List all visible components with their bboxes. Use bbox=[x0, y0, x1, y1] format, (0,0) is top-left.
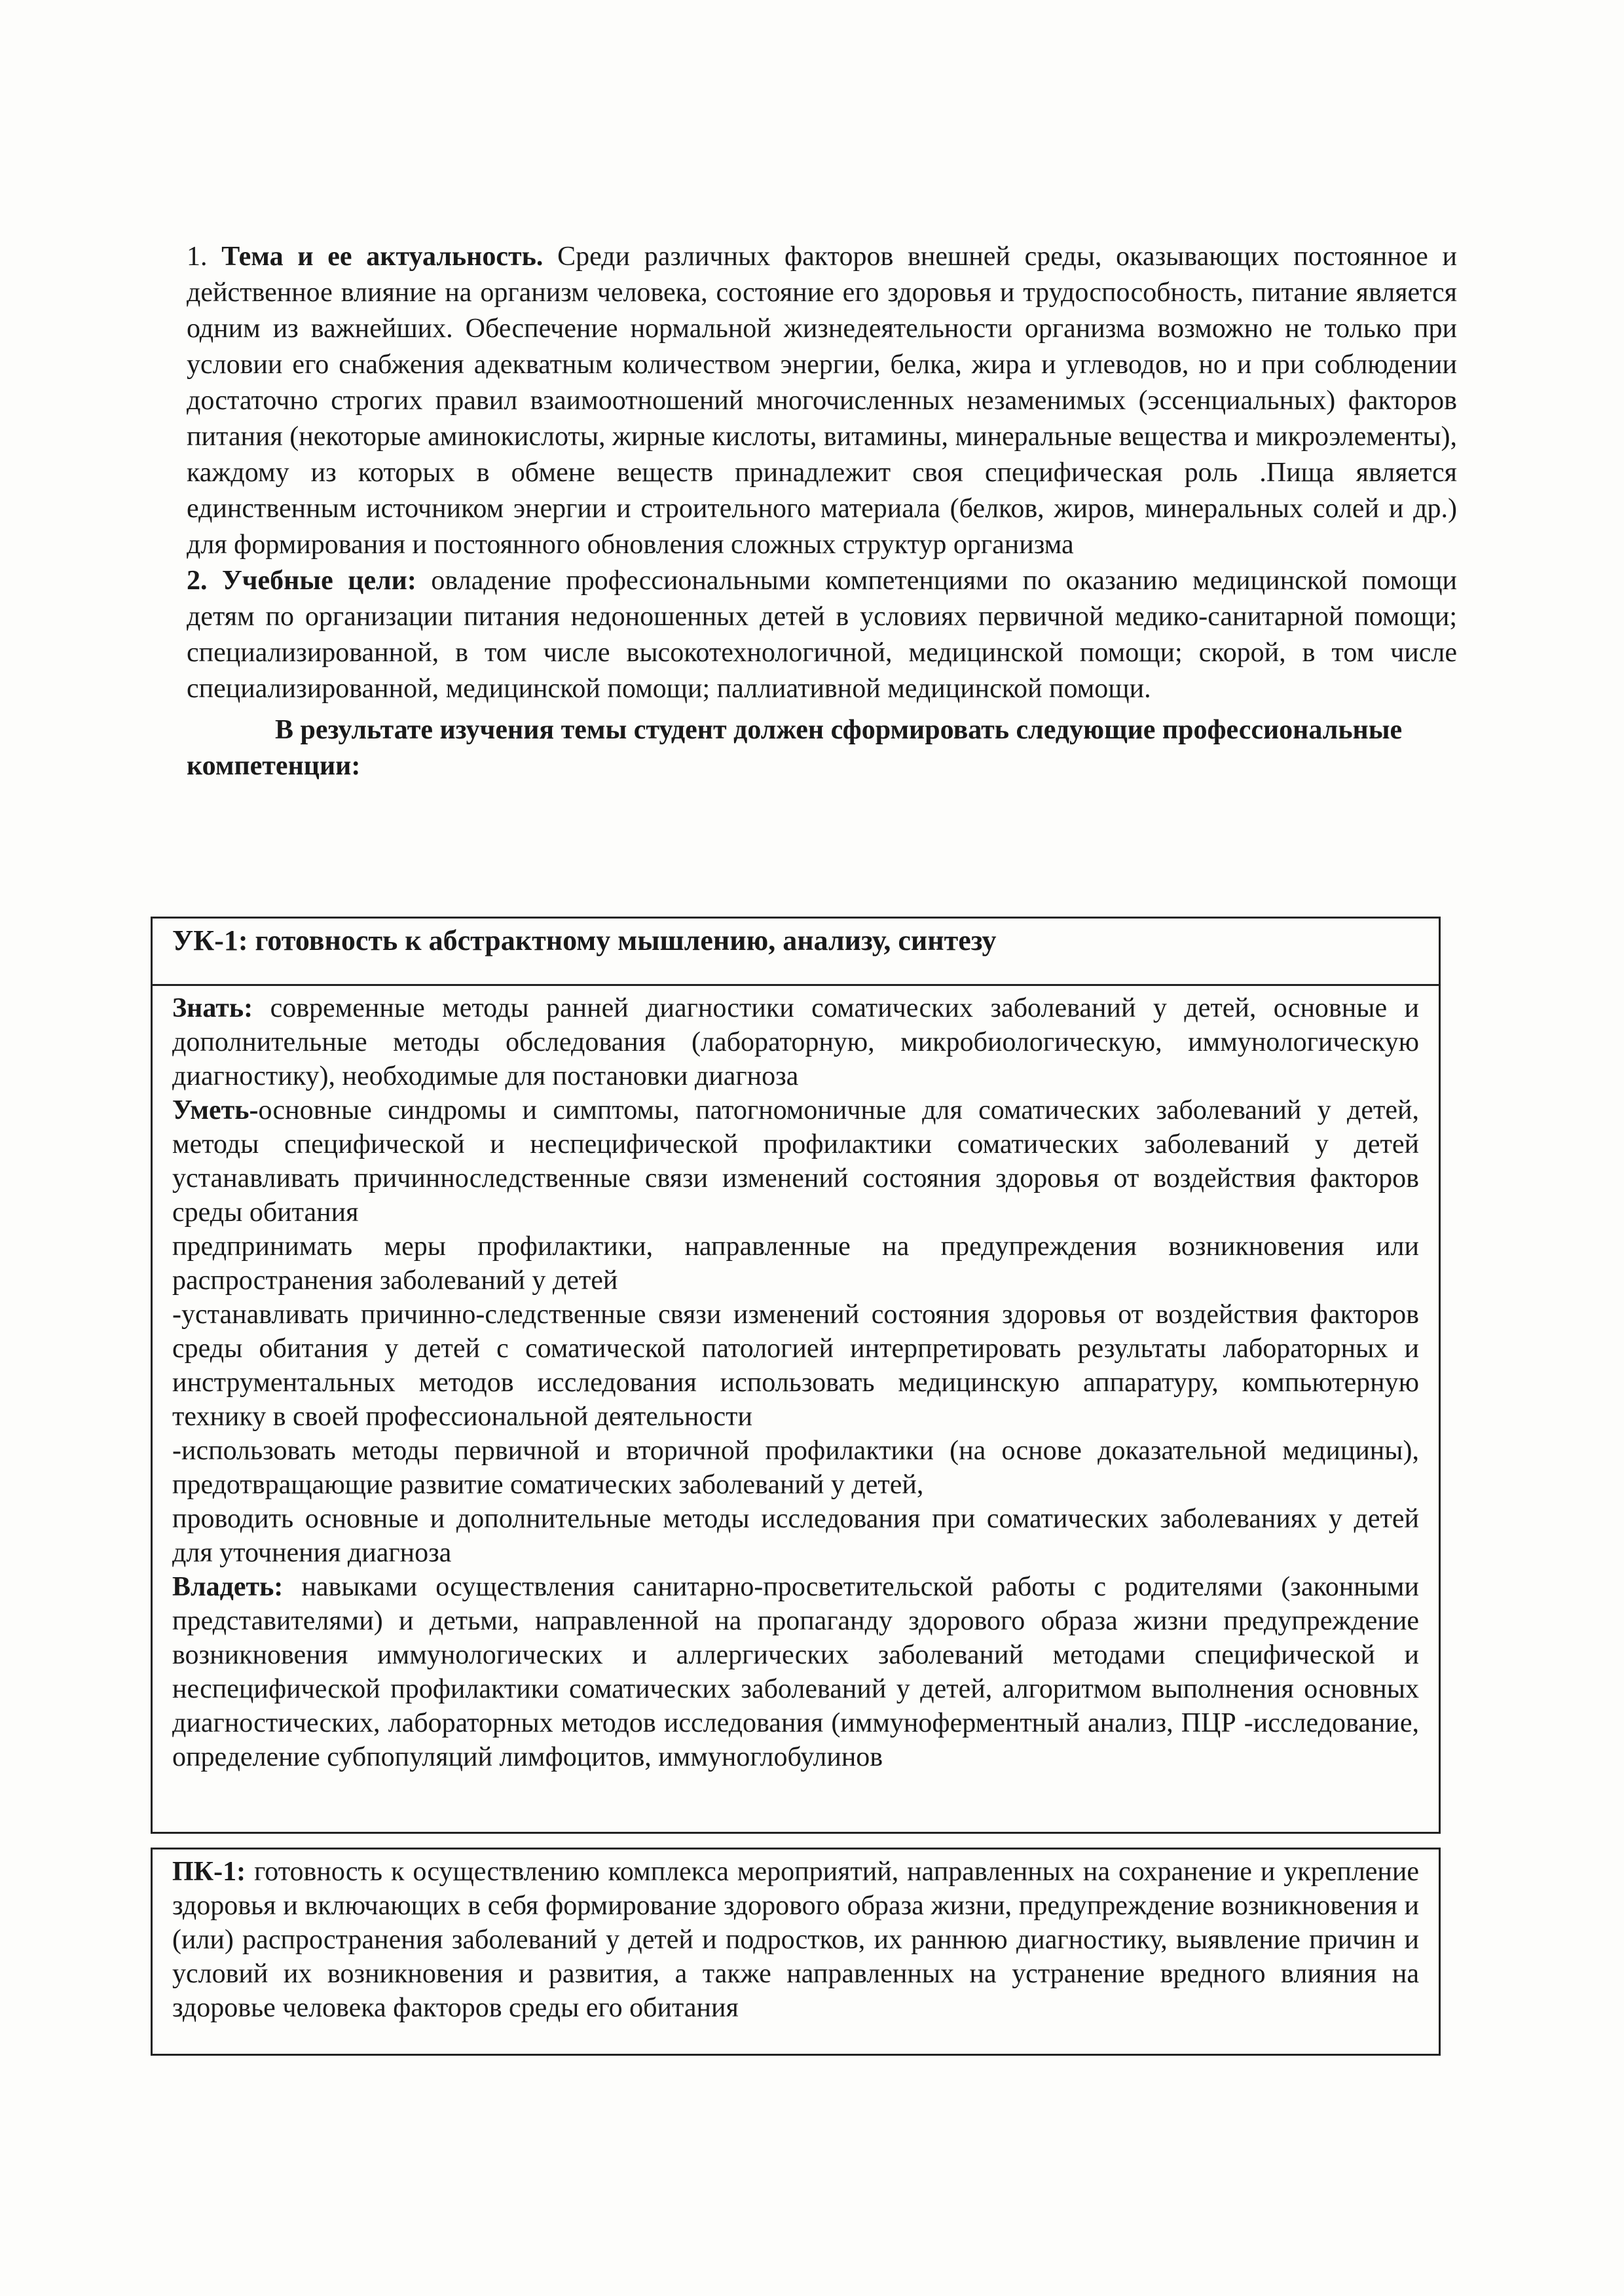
document-body bbox=[187, 239, 1457, 784]
section-topic-number: 1. bbox=[187, 242, 208, 272]
uk1-know-label: Знать: bbox=[172, 993, 253, 1023]
pk1-label: ПК-1: bbox=[172, 1857, 246, 1887]
section-goals-text: овладение профессиональными компетенциями по оказанию медицинской помощи детям по организации питания недоношенных детей в условиях первичной медико-санитарной помощи; специализированной, в том числе высокотехнологичной, медицинской помощи; скорой, в том числе специализированной, медицинской помощи; паллиативной медицинской помощи. bbox=[187, 566, 1458, 704]
pk1-text: готовность к осуществлению комплекса мероприятий, направленных на сохранение и укрепление здоровья и включающих в себя формирование здорового образа жизни, предупреждение возникновения и (или) распространения заболеваний у детей и подростков, их раннюю диагностику, выявление причин и условий их возникновения и развития, а также направленных на устранение вредного влияния на здоровье человека факторов среды его обитания bbox=[172, 1857, 1420, 2023]
uk1-table bbox=[151, 917, 1441, 1834]
section-topic-title: Тема и ее актуальность. bbox=[221, 242, 544, 272]
uk1-can-label: Уметь- bbox=[172, 1095, 259, 1125]
section-goals-title: 2. Учебные цели: bbox=[187, 566, 416, 596]
uk1-header: УК-1: готовность к абстрактному мышлению, анализу, синтезу bbox=[152, 918, 1440, 985]
section-goals bbox=[187, 563, 1457, 707]
uk1-can-4: -использовать методы первичной и вторичной профилактики (на основе доказательной медицины), предотвращающие развитие соматических заболеваний у детей, bbox=[172, 1436, 1419, 1500]
uk1-own-label: Владеть: bbox=[172, 1572, 284, 1602]
uk1-own bbox=[172, 1570, 1419, 1774]
uk1-know-text: современные методы ранней диагностики соматических заболеваний у детей, основные и дополнительные методы обследования (лабораторную, микробиологическую, иммунологическую диагностику), необходимые для постановки диагноза bbox=[172, 993, 1420, 1091]
competencies-intro: В результате изучения темы студент должен сформировать следующие профессиональные компетенции: bbox=[187, 715, 1403, 781]
pk1-cell bbox=[152, 1849, 1440, 2055]
uk1-can-2: предпринимать меры профилактики, направленные на предупреждения возникновения или распространения заболеваний у детей bbox=[172, 1231, 1419, 1296]
uk1-can-text: основные синдромы и симптомы, патогномоничные для соматических заболеваний у детей, методы специфической и неспецифической профилактики соматических заболеваний у детей устанавливать причинноследственные связи изменений состояния здоровья от воздействия факторов среды обитания bbox=[172, 1095, 1419, 1228]
uk1-own-text: навыками осуществления санитарно-просветительской работы с родителями (законными представителями) и детьми, направленной на пропаганду здорового образа жизни предупреждение возникновения иммунологических и аллергических заболеваний методами специфической и неспецифической профилактики соматических заболеваний у детей, алгоритмом выполнения основных диагностических, лабораторных методов исследования (иммуноферментный анализ, ПЦР -исследование, определение субпопуляций лимфоцитов, иммуноглобулинов bbox=[172, 1572, 1419, 1772]
uk1-can bbox=[172, 1093, 1419, 1230]
uk1-body bbox=[152, 985, 1440, 1833]
section-topic-text: Среди различных факторов внешней среды, оказывающих постоянное и действенное влияние на организм человека, состояние его здоровья и трудоспособность, питание является одним из важнейших. Обеспечение нормальной жизнедеятельности организма возможно не только при условии его снабжения адекватным количеством энергии, белка, жира и углеводов, но и при соблюдении достаточно строгих правил взаимоотношений многочисленных незаменимых (эссенциальных) факторов питания (некоторые аминокислоты, жирные кислоты, витамины, минеральные вещества и микроэлементы), каждому из которых в обмене веществ принадлежит своя специфическая роль .Пища является единственным источником энергии и строительного материала (белков, жиров, минеральных солей и др.) для формирования и постоянного обновления сложных структур организма bbox=[187, 242, 1458, 560]
uk1-can-5: проводить основные и дополнительные методы исследования при соматических заболеваниях у детей для уточнения диагноза bbox=[172, 1504, 1419, 1568]
section-topic bbox=[187, 239, 1457, 563]
uk1-know bbox=[172, 991, 1419, 1093]
pk1-table bbox=[151, 1848, 1441, 2056]
uk1-can-3: -устанавливать причинно-следственные связи изменений состояния здоровья от воздействия факторов среды обитания у детей с соматической патологией интерпретировать результаты лабораторных и инструментальных методов исследования использовать медицинскую аппаратуру, компьютерную технику в своей профессиональной деятельности bbox=[172, 1300, 1419, 1432]
